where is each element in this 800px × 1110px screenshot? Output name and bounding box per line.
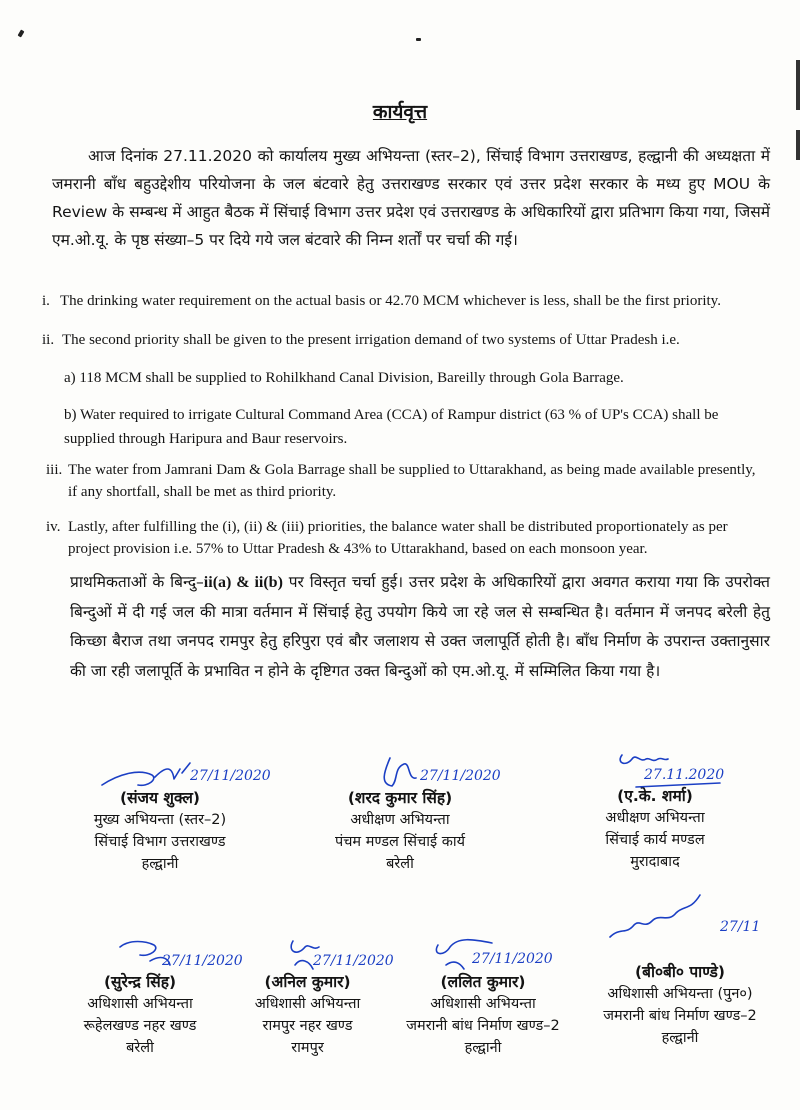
signature-block [50, 935, 243, 1065]
signatory-name: (ललित कुमार) [440, 973, 526, 991]
discussion-body: पर विस्तृत चर्चा हुई। उत्तर प्रदेश के अधिकारियों द्वारा अवगत कराया गया कि उपरोक्त बिन्दुओं में दी गई जल की मात्रा वर्तमान में सिंचाई हेतु उपयोग किये जा रहे जल से सम्बन्धित है। वर्तमान में जनपद बरेली हेतु किच्छा बैराज तथा जनपद रामपुर हेतु हरिपुरा एवं बौर जलाशय से उक्त जलापूर्ति होती है। बाँध निर्माण के उपरान्त उक्तानुसार की जा रही जलापूर्ति के प्रभावित न होने के दृष्टिगत उक्त बिन्दुओं को एम.ओ.यू. में सम्मिलित किया गया है। [70, 573, 770, 680]
intro-paragraph: आज दिनांक 27.11.2020 को कार्यालय मुख्य अभियन्ता (स्तर–2), सिंचाई विभाग उत्तराखण्ड, हल्द्वानी की अध्यक्षता में जमरानी बाँध बहुउद्देशीय परियोजना के जल बंटवारे हेतु उत्तराखण्ड सरकार एवं उत्तर प्रदेश सरकार के मध्य हुए MOU के Review के सम्बन्ध में आहुत बैठक में सिंचाई विभाग उत्तर प्रदेश एवं उत्तराखण्ड के अधिकारियों द्वारा प्रतिभाग किया गया, जिसमें एम.ओ.यू. के पृष्ठ संख्या–5 पर दिये गये जल बंटवारे की निम्न शर्तों पर चर्चा की गई। [52, 147, 770, 249]
point-number: i. [42, 293, 50, 309]
signatory-location: हल्द्वानी [661, 1030, 699, 1046]
signature-date: 27.11.2020 [644, 767, 725, 783]
signatory-department: रूहेलखण्ड नहर खण्ड [83, 1018, 197, 1034]
discussion-paragraph [70, 568, 770, 686]
signatory-designation: अधीक्षण अभियन्ता [605, 810, 705, 826]
signatory-department: जमरानी बांध निर्माण खण्ड–2 [603, 1008, 757, 1024]
scan-speck [18, 29, 25, 37]
discussion-lead: प्राथमिकताओं के बिन्दु– [70, 573, 204, 591]
signatory-location: बरेली [126, 1040, 154, 1056]
point-ii-b: b) Water required to irrigate Cultural Command Area (CCA) of Rampur district (63 % of UP's CCA) shall be supplied through Haripura and Baur reservoirs. [64, 407, 719, 447]
signature-block [388, 935, 578, 1065]
signatory-department: पंचम मण्डल सिंचाई कार्य [334, 834, 466, 850]
signatory-name: (अनिल कुमार) [264, 973, 351, 991]
handwritten-signature [580, 891, 780, 939]
signatory-name: (ए.के. शर्मा) [617, 787, 693, 805]
signatory-name: (संजय शुक्ल) [119, 789, 201, 807]
signatory-designation: अधीक्षण अभियन्ता [350, 812, 450, 828]
point-i [42, 290, 782, 312]
scan-edge [796, 130, 800, 160]
signatory-location: बरेली [386, 856, 414, 872]
point-number: iv. [46, 519, 61, 535]
signature-date: 27/11 [720, 919, 761, 935]
discussion-points: ii(a) & ii(b) [203, 574, 283, 591]
signature-date: 27/11/2020 [190, 768, 271, 784]
signatory-location: मुरादाबाद [630, 854, 680, 870]
scan-speck [416, 38, 421, 41]
point-text: The second priority shall be given to the present irrigation demand of two systems of Uttar Pradesh i.e. [62, 332, 680, 348]
signatory-designation: अधिशासी अभियन्ता [87, 996, 193, 1012]
signatory-designation: अधिशासी अभियन्ता [430, 996, 536, 1012]
signature-block [280, 750, 520, 880]
signatory-designation: अधिशासी अभियन्ता (पुन०) [607, 986, 753, 1002]
point-iii [46, 459, 768, 503]
signatory-location: रामपुर [291, 1040, 324, 1056]
signatory-department: जमरानी बांध निर्माण खण्ड–2 [406, 1018, 560, 1034]
signatory-designation: अधिशासी अभियन्ता [254, 996, 361, 1012]
point-iv [46, 516, 772, 560]
signature-block [40, 755, 280, 885]
signature-block [540, 745, 770, 875]
point-ii [42, 329, 782, 351]
point-number: iii. [46, 462, 63, 478]
signature-date: 27/11/2020 [313, 953, 394, 969]
signatory-department: सिंचाई कार्य मण्डल [605, 832, 705, 848]
document-title: कार्यवृत्त [372, 101, 428, 123]
signature-date: 27/11/2020 [472, 951, 553, 967]
point-ii-a: a) 118 MCM shall be supplied to Rohilkhand Canal Division, Bareilly through Gola Barrage. [64, 370, 624, 386]
signatory-location: हल्द्वानी [141, 856, 179, 872]
signature-block [580, 919, 780, 1065]
point-text: The water from Jamrani Dam & Gola Barrage shall be supplied to Uttarakhand, as being made available presently, if any shortfall, shall be met as third priority. [68, 462, 756, 500]
signatory-name: (शरद कुमार सिंह) [347, 789, 453, 807]
signatory-department: रामपुर नहर खण्ड [262, 1018, 353, 1034]
signature-block [235, 935, 394, 1065]
signatory-name: (सुरेन्द्र सिंह) [103, 973, 177, 991]
point-text: The drinking water requirement on the actual basis or 42.70 MCM whichever is less, shall be the first priority. [60, 293, 721, 309]
point-number: ii. [42, 332, 55, 348]
signatory-designation: मुख्य अभियन्ता (स्तर–2) [93, 812, 227, 828]
signature-date: 27/11/2020 [420, 768, 501, 784]
signatory-location: हल्द्वानी [464, 1040, 502, 1056]
signature-date: 27/11/2020 [162, 953, 243, 969]
signatory-name: (बी०बी० पाण्डे) [635, 963, 725, 981]
point-text: Lastly, after fulfilling the (i), (ii) & (iii) priorities, the balance water shall be distributed proportionately as per project provision i.e. 57% to Uttar Pradesh & 43% to Uttarakhand, based on each monsoon year. [68, 519, 728, 557]
signatory-department: सिंचाई विभाग उत्तराखण्ड [94, 834, 226, 850]
